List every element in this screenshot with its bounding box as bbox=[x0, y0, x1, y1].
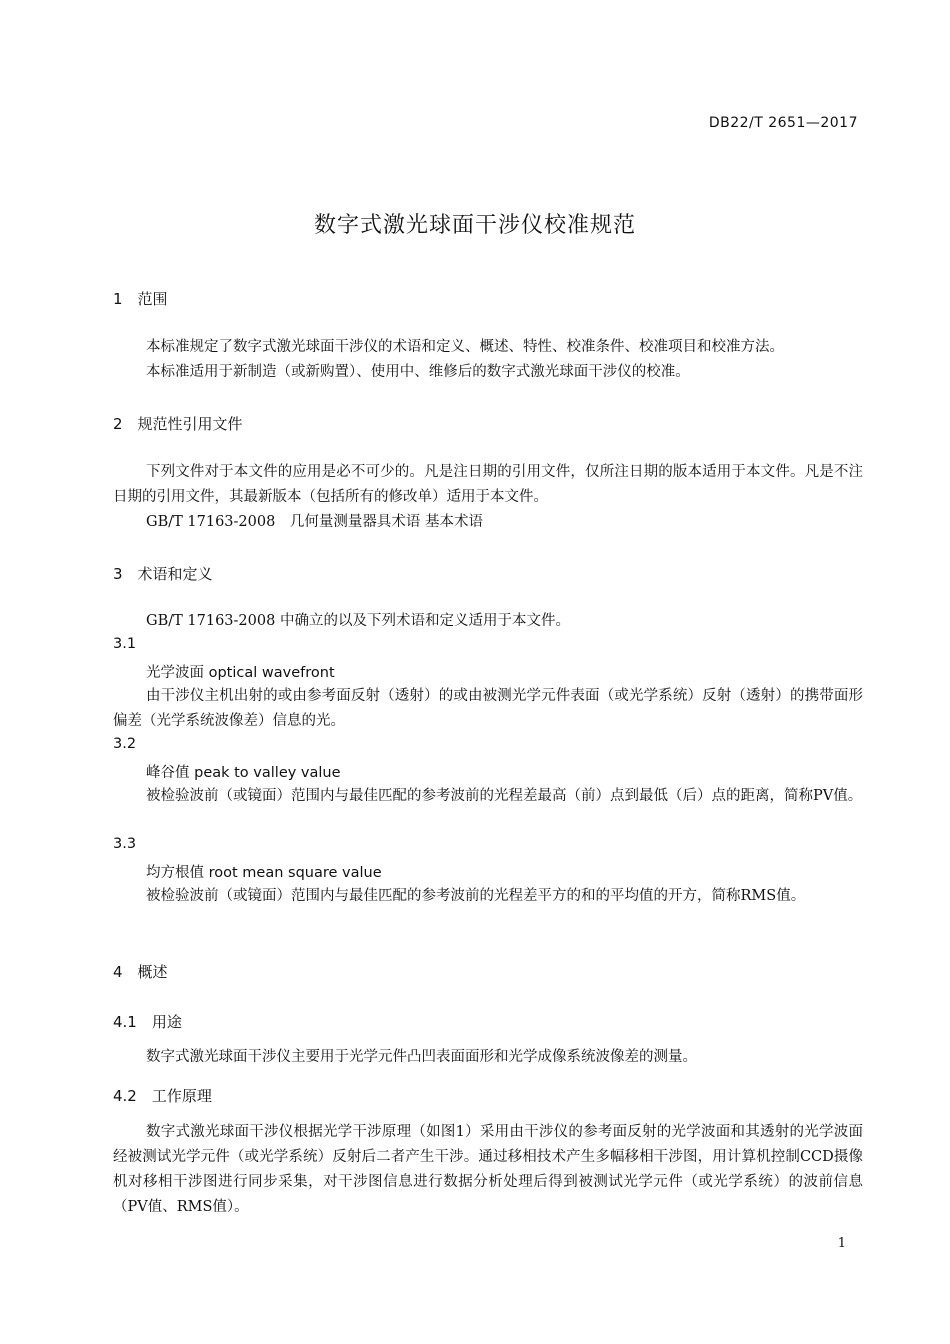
section-4-2-heading: 4.2 工作原理 bbox=[113, 1087, 212, 1105]
term-name: 峰谷值 peak to valley value bbox=[146, 765, 341, 781]
page-number: 1 bbox=[837, 1236, 846, 1251]
section-3-heading: 3 术语和定义 bbox=[113, 565, 213, 583]
term-name: 光学波面 optical wavefront bbox=[146, 665, 335, 681]
term-number: 3.2 bbox=[113, 736, 137, 752]
section-1-paragraph-2: 本标准适用于新制造（或新购置）、使用中、维修后的数字式激光球面干涉仪的校准。 bbox=[146, 364, 690, 380]
section-4-1-paragraph: 数字式激光球面干涉仪主要用于光学元件凸凹表面面形和光学成像系统波像差的测量。 bbox=[146, 1049, 697, 1065]
section-4-1-heading: 4.1 用途 bbox=[113, 1013, 182, 1031]
normative-reference: GB/T 17163-2008 几何量测量器具术语 基本术语 bbox=[146, 514, 483, 530]
term-number: 3.1 bbox=[113, 636, 137, 652]
section-1-heading: 1 范围 bbox=[113, 290, 168, 308]
term-number: 3.3 bbox=[113, 836, 137, 852]
section-3-intro: GB/T 17163-2008 中确立的以及下列术语和定义适用于本文件。 bbox=[146, 613, 570, 629]
section-2-paragraph: 下列文件对于本文件的应用是必不可少的。凡是注日期的引用文件，仅所注日期的版本适用于本文件。凡是不注日期的引用文件，其最新版本（包括所有的修改单）适用于本文件。 bbox=[113, 464, 863, 505]
standard-code: DB22/T 2651—2017 bbox=[708, 115, 858, 131]
term-definition: 由干涉仪主机出射的或由参考面反射（透射）的或由被测光学元件表面（或光学系统）反射（透射）的携带面形偏差（光学系统波像差）信息的光。 bbox=[113, 688, 863, 729]
section-2-heading: 2 规范性引用文件 bbox=[113, 415, 243, 433]
section-4-heading: 4 概述 bbox=[113, 963, 168, 981]
term-definition: 被检验波前（或镜面）范围内与最佳匹配的参考波前的光程差最高（前）点到最低（后）点的距离，简称PV值。 bbox=[146, 788, 863, 804]
term-definition: 被检验波前（或镜面）范围内与最佳匹配的参考波前的光程差平方的和的平均值的开方，简称RMS值。 bbox=[146, 888, 806, 904]
section-1-paragraph-1: 本标准规定了数字式激光球面干涉仪的术语和定义、概述、特性、校准条件、校准项目和校准方法。 bbox=[146, 339, 784, 355]
term-name: 均方根值 root mean square value bbox=[146, 865, 382, 881]
page-title: 数字式激光球面干涉仪校准规范 bbox=[313, 213, 636, 238]
section-4-2-paragraph: 数字式激光球面干涉仪根据光学干涉原理（如图1）采用由干涉仪的参考面反射的光学波面和其透射的光学波面经被测试光学元件（或光学系统）反射后二者产生干涉。通过移相技术产生多幅移相干涉图，用计算机控制CCD摄像机对移相干涉图进行同步采集，对干涉图信息进行数据分析处理后得到被测试光学元件（或光学系统）的波前信息（PV值、RMS值）。 bbox=[113, 1124, 863, 1215]
